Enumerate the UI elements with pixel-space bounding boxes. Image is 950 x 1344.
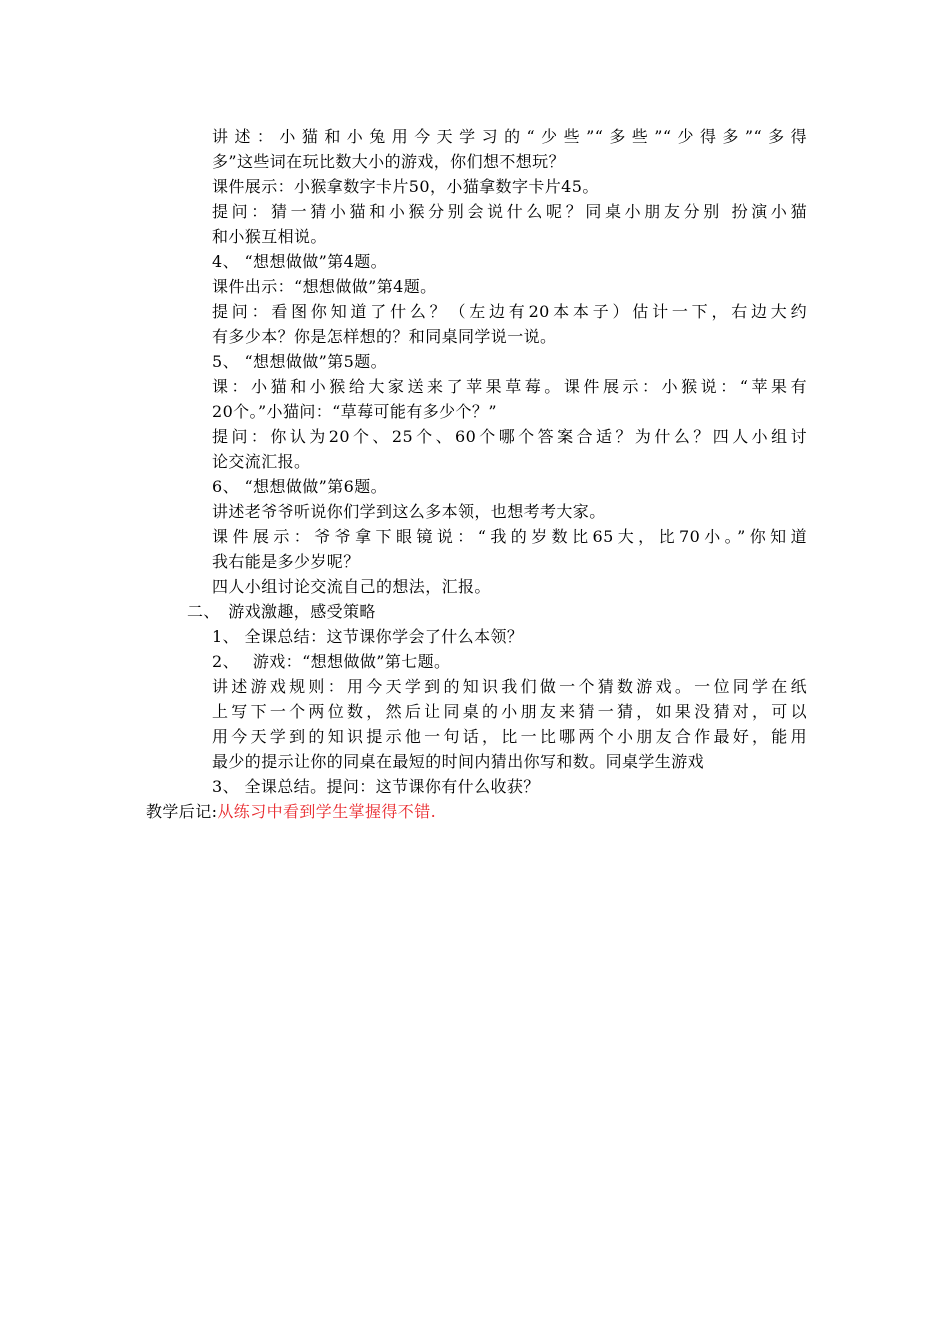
- item-heading: 4、 “想想做做”第4题。: [212, 252, 388, 271]
- postscript-label: 教学后记:: [146, 802, 218, 821]
- body-line: 四人小组讨论交流自己的想法，汇报。: [212, 577, 491, 596]
- body-line: 课件展示：小猴拿数字卡片50，小猫拿数字卡片45。: [212, 177, 599, 196]
- body-line: 课：小猫和小猴给大家送来了苹果草莓。课件展示：小猴说：“苹果有: [212, 377, 807, 396]
- body-line: 提问：你认为20个、25个、60个哪个答案合适？为什么？四人小组讨: [212, 427, 807, 446]
- body-line: 讲述游戏规则：用今天学到的知识我们做一个猜数游戏。一位同学在纸: [212, 677, 807, 696]
- body-line: 有多少本？你是怎样想的？和同桌同学说一说。: [212, 327, 557, 346]
- body-line: 用今天学到的知识提示他一句话，比一比哪两个小朋友合作最好，能用: [212, 727, 807, 746]
- body-line: 讲述老爷爷听说你们学到这么多本领，也想考考大家。: [212, 502, 606, 521]
- body-line: 最少的提示让你的同桌在最短的时间内猜出你写和数。同桌学生游戏: [212, 752, 705, 771]
- item-heading: 5、 “想想做做”第5题。: [212, 352, 388, 371]
- item-heading: 2、 游戏：“想想做做”第七题。: [212, 652, 451, 671]
- body-line: 多”这些词在玩比数大小的游戏，你们想不想玩？: [212, 152, 565, 171]
- body-line: 我右能是多少岁呢？: [212, 552, 360, 571]
- postscript: [146, 800, 826, 824]
- body-line: 课件出示：“想想做做”第4题。: [212, 277, 437, 296]
- body-line: 提问：看图你知道了什么？（左边有20本本子）估计一下，右边大约: [212, 302, 807, 321]
- body-line: 论交流汇报。: [212, 452, 311, 471]
- body-line: 20个。”小猫问：“草莓可能有多少个？”: [212, 402, 497, 421]
- body-line: 课件展示：爷爷拿下眼镜说：“我的岁数比65大，比70小。”你知道: [212, 527, 807, 546]
- body-line: 和小猴互相说。: [212, 227, 327, 246]
- body-line: 上写下一个两位数，然后让同桌的小朋友来猜一猜，如果没猜对，可以: [212, 702, 807, 721]
- item-heading: 1、 全课总结：这节课你学会了什么本领？: [212, 627, 524, 646]
- body-line: 提问：猜一猜小猫和小猴分别会说什么呢？同桌小朋友分别 扮演小猫: [212, 202, 807, 221]
- item-heading: 6、 “想想做做”第6题。: [212, 477, 388, 496]
- section-heading: 二、 游戏激趣，感受策略: [187, 602, 376, 621]
- postscript-text: 从练习中看到学生掌握得不错.: [217, 802, 437, 821]
- item-heading: 3、 全课总结。提问：这节课你有什么收获？: [212, 777, 540, 796]
- body-line: 讲述：小猫和小兔用今天学习的“少些”“多些”“少得多”“多得: [212, 127, 807, 146]
